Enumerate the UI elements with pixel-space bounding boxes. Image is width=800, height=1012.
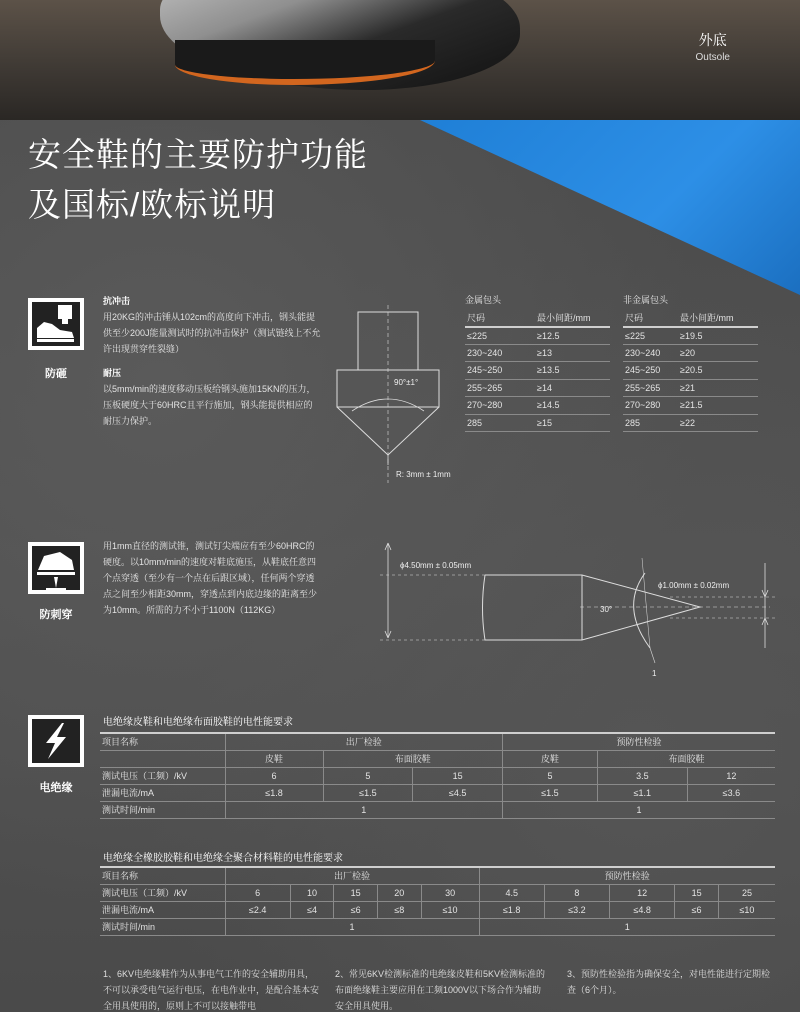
metal-row [465,327,610,345]
page-title-line2: 及国标/欧标说明 [28,186,277,223]
elec-cell: 15 [675,884,719,901]
nonmetal-row [623,344,758,362]
table2-title: 电绝缘全橡胶胶鞋和电绝缘全聚合材料鞋的电性能要求 [103,853,343,864]
elec-cell: ≤4.8 [610,901,675,918]
table2-preventive-header: 预防性检验 [479,867,775,884]
elec-row-label: 测试时间/min [100,801,225,818]
compression-heading: 耐压 [103,368,122,378]
elec-cell: 12 [610,884,675,901]
puncture-icon-label: 防刺穿 [39,609,73,621]
elec-row-label: 测试时间/min [100,918,225,935]
nonmetal-row [623,397,758,415]
puncture-angle: 30° [600,605,613,614]
elec-row-label: 泄漏电流/mA [100,901,225,918]
table1-title: 电绝缘皮鞋和电绝缘布面胶鞋的电性能要求 [103,717,293,728]
impact-angle-label: 90°±1° [394,378,419,387]
nonmetal-row [623,362,758,380]
elec-cell: ≤4.5 [413,784,503,801]
nonmetal-col-gap: 最小间距/mm [678,309,758,327]
nonmetal-size-cell: 245~250 [623,362,678,380]
table1-fabric-factory: 布面胶鞋 [323,750,502,767]
elec-row [100,901,775,918]
nonmetal-size-cell: 285 [623,414,678,432]
elec-cell: ≤8 [377,901,421,918]
metal-size-cell: 270~280 [465,397,535,415]
elec-cell: ≤3.6 [687,784,775,801]
nonmetal-toecap-table [623,293,758,432]
puncture-icon-box [28,542,84,594]
note-3: 3、预防性检验指为确保安全，对电性能进行定期检查（6个月）。 [567,969,771,995]
table1-factory-header: 出厂检验 [225,733,502,750]
elec-row [100,884,775,901]
impact-radius-label: R: 3mm ± 1mm [396,470,451,479]
outsole-label-zh: 外底 [698,32,727,48]
elec-cell: 1 [225,918,479,935]
metal-size-cell: 255~265 [465,379,535,397]
table1-item-name: 项目名称 [100,733,225,750]
nonmetal-col-size: 尺码 [623,309,678,327]
elec-row [100,784,775,801]
nonmetal-size-cell: ≤225 [623,327,678,345]
insulation-icon-box [28,715,84,767]
elec-cell: ≤2.4 [225,901,290,918]
blue-accent-wedge [420,120,800,295]
metal-row [465,344,610,362]
metal-size-cell: 285 [465,414,535,432]
elec-cell: 8 [544,884,609,901]
puncture-nail-diagram [380,538,780,688]
top-banner [0,0,800,120]
impact-heading: 抗冲击 [103,296,131,306]
metal-size-cell: 245~250 [465,362,535,380]
nonmetal-row [623,327,758,345]
elec-cell: 5 [502,767,597,784]
puncture-dim-big: ϕ4.50mm ± 0.05mm [400,561,472,570]
impact-icon-box [28,298,84,350]
elec-cell: ≤6 [675,901,719,918]
nail-puncture-icon [32,546,80,590]
elec-cell: 15 [334,884,378,901]
elec-row-label: 测试电压（工频）/kV [100,767,225,784]
elec-row-label: 泄漏电流/mA [100,784,225,801]
elec-row-label: 测试电压（工频）/kV [100,884,225,901]
nonmetal-size-cell: 230~240 [623,344,678,362]
metal-col-size: 尺码 [465,309,535,327]
elec-cell: ≤4 [290,901,334,918]
outsole-label-en: Outsole [695,52,730,63]
elec-cell: 12 [687,767,775,784]
table1-leather-factory: 皮鞋 [225,750,323,767]
metal-gap-cell: ≥15 [535,414,610,432]
compression-body: 以5mm/min的速度移动压板给钢头施加15KN的压力，压板硬度大于60HRC且平行施加，钢头能提供相应的耐压力保护。 [103,384,316,426]
elec-cell: 4.5 [479,884,544,901]
table2-factory-header: 出厂检验 [225,867,479,884]
electrical-table-2 [100,866,775,936]
nonmetal-gap-cell: ≥22 [678,414,758,432]
elec-cell: 5 [323,767,413,784]
elec-cell: ≤1.8 [225,784,323,801]
lightning-insulation-icon [32,719,80,763]
elec-cell: ≤1.8 [479,901,544,918]
metal-toecap-caption: 金属包头 [465,295,502,305]
metal-gap-cell: ≥13 [535,344,610,362]
elec-cell: ≤1.5 [502,784,597,801]
insulation-icon-label: 电绝缘 [39,782,73,794]
table2-item-name: 项目名称 [100,867,225,884]
nonmetal-row [623,379,758,397]
nonmetal-gap-cell: ≥21 [678,379,758,397]
metal-row [465,379,610,397]
elec-cell: 20 [377,884,421,901]
elec-cell: ≤1.5 [323,784,413,801]
puncture-body: 用1mm直径的测试锥，测试钉尖端应有至少60HRC的硬度。以10mm/min的速度对鞋底施压，从鞋底任意四个点穿透（至少有一个点在后跟区域），任何两个穿透点之间至少相距30mm，穿透点到内底边缘的距离至少为10mm。所需的力不小于1100N（112KG） [103,541,318,615]
elec-cell: 15 [413,767,503,784]
elec-cell: 1 [479,918,775,935]
elec-row [100,918,775,935]
elec-cell: 25 [718,884,775,901]
metal-size-cell: 230~240 [465,344,535,362]
nonmetal-size-cell: 270~280 [623,397,678,415]
elec-cell: 30 [421,884,479,901]
metal-toecap-table [465,293,610,432]
electrical-table-1 [100,732,775,819]
impact-striker-diagram [330,305,460,485]
nonmetal-gap-cell: ≥20 [678,344,758,362]
nonmetal-size-cell: 255~265 [623,379,678,397]
impact-body: 用20KG的冲击锤从102cm的高度向下冲击，钢头能提供至少200J能量测试时的抗冲击保护（测试链线上不允许出现贯穿性裂缝） [103,312,321,354]
metal-gap-cell: ≥14 [535,379,610,397]
elec-cell: ≤1.1 [597,784,687,801]
page-title [28,130,368,230]
nonmetal-gap-cell: ≥19.5 [678,327,758,345]
metal-row [465,397,610,415]
elec-row [100,767,775,784]
elec-cell: ≤6 [334,901,378,918]
note-2: 2、常见6KV检测标准的电绝缘皮鞋和5KV检测标准的布面绝缘鞋主要应用在工频1000V以下场合作为辅助安全用具使用。 [335,969,546,1011]
elec-cell: ≤3.2 [544,901,609,918]
elec-row [100,801,775,818]
note-1: 1、6KV电绝缘鞋作为从事电气工作的安全辅助用具，不可以承受电气运行电压，在电作业中，是配合基本安全用具使用的，原则上不可以接触带电 [103,969,320,1011]
impact-text [103,293,321,429]
elec-cell: ≤10 [718,901,775,918]
elec-cell: 1 [225,801,502,818]
metal-toecap-grid [465,309,610,432]
elec-cell: ≤10 [421,901,479,918]
nonmetal-toecap-grid [623,309,758,432]
table1-preventive-header: 预防性检验 [502,733,775,750]
nonmetal-row [623,414,758,432]
metal-row [465,362,610,380]
table1-leather-preventive: 皮鞋 [502,750,597,767]
impact-icon-label: 防砸 [45,368,67,380]
nonmetal-toecap-caption: 非金属包头 [623,295,669,305]
metal-size-cell: ≤225 [465,327,535,345]
elec-cell: 3.5 [597,767,687,784]
metal-gap-cell: ≥13.5 [535,362,610,380]
puncture-marker: 1 [652,669,657,678]
elec-cell: 6 [225,767,323,784]
metal-gap-cell: ≥14.5 [535,397,610,415]
elec-cell: 1 [502,801,775,818]
metal-gap-cell: ≥12.5 [535,327,610,345]
table1-fabric-preventive: 布面胶鞋 [597,750,775,767]
metal-col-gap: 最小间距/mm [535,309,610,327]
nonmetal-gap-cell: ≥20.5 [678,362,758,380]
main-panel [0,120,800,1012]
elec-cell: 10 [290,884,334,901]
nonmetal-gap-cell: ≥21.5 [678,397,758,415]
outsole-label [696,30,730,63]
anvil-impact-icon [32,302,80,346]
metal-row [465,414,610,432]
page-title-line1: 安全鞋的主要防护功能 [28,136,368,173]
puncture-dim-small: ϕ1.00mm ± 0.02mm [658,581,730,590]
elec-cell: 6 [225,884,290,901]
